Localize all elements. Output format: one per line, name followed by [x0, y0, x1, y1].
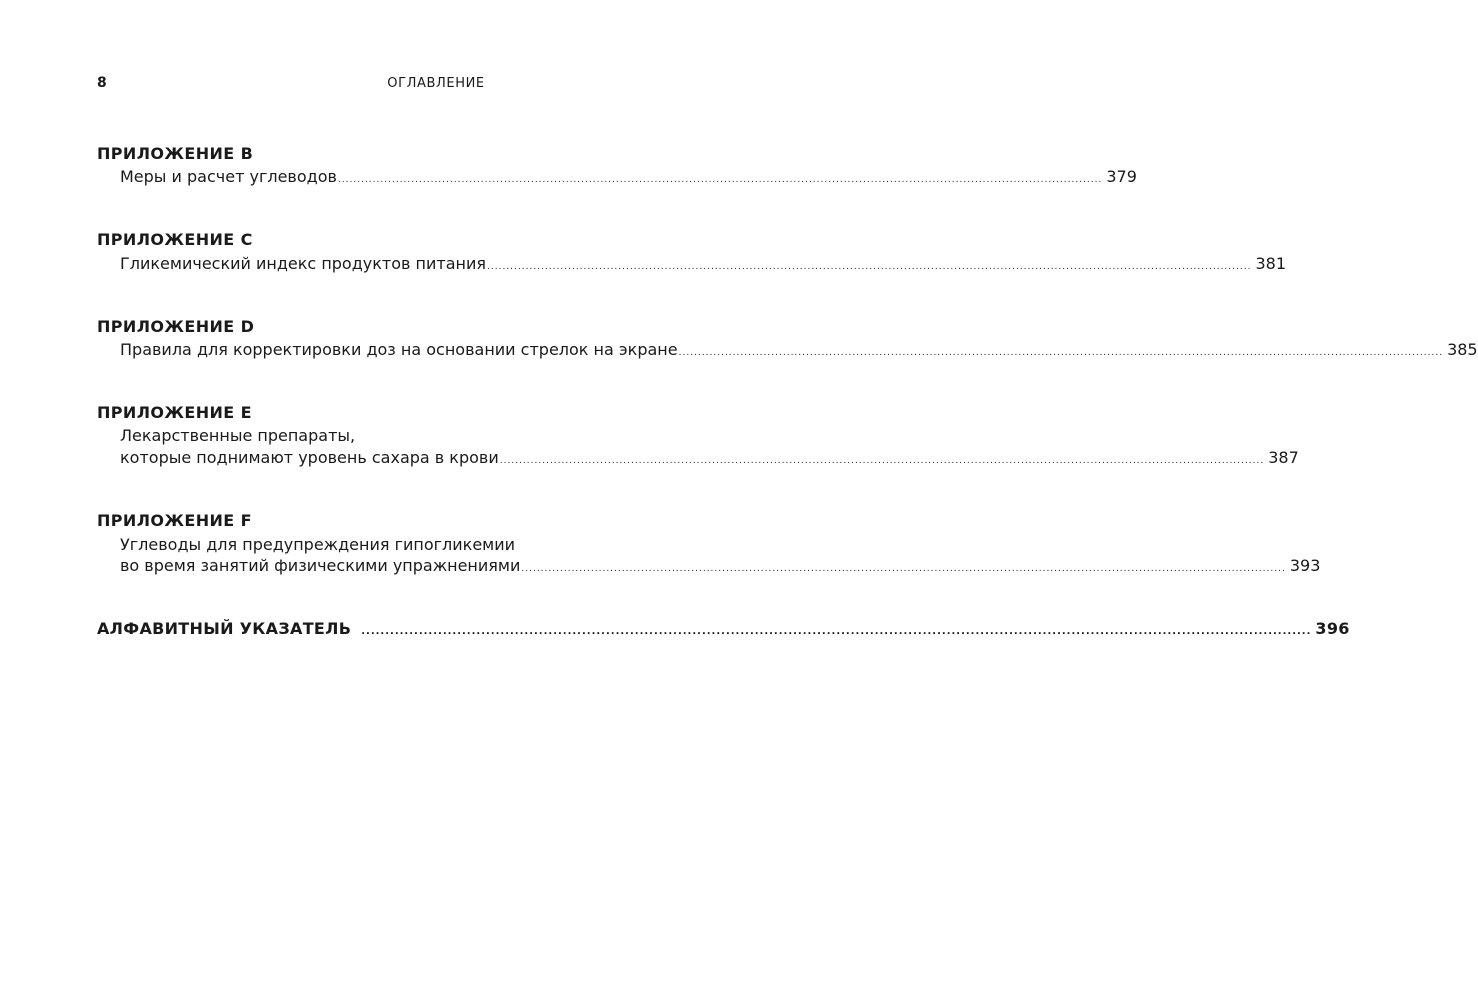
toc-entry-page: 393	[1289, 556, 1321, 575]
toc-entry-page: 387	[1268, 448, 1299, 467]
dot-leader: ......................................................................................................................................................................................................	[487, 262, 1252, 272]
toc-entry-page: 381	[1255, 254, 1287, 273]
appendix-c-heading: ПРИЛОЖЕНИЕ C	[97, 230, 253, 249]
toc-entry-appendix-f-line1[interactable]: Углеводы для предупреждения гипогликемии	[120, 535, 516, 554]
toc-entry-appendix-b[interactable]	[120, 167, 1137, 190]
index-page: 396	[1315, 619, 1350, 638]
dot-leader: ......................................................................................................................................................................................................	[337, 175, 1103, 185]
dot-leader: ......................................................................................................................................................................................................	[678, 348, 1444, 358]
appendix-f-heading: ПРИЛОЖЕНИЕ F	[97, 511, 252, 530]
toc-entry-appendix-c[interactable]	[120, 254, 1287, 277]
toc-entry-appendix-e-line1[interactable]: Лекарственные препараты,	[120, 426, 356, 445]
running-header-title: ОГЛАВЛЕНИЕ	[387, 76, 485, 91]
dot-leader: ......................................................................................................................................................................................................	[521, 564, 1286, 574]
toc-entry-page: 385	[1447, 340, 1478, 359]
page-number: 8	[97, 75, 108, 91]
dot-leader: ......................................................................................................................................................................................................	[499, 456, 1265, 466]
appendix-d-heading: ПРИЛОЖЕНИЕ D	[97, 317, 255, 336]
toc-entry-appendix-d[interactable]	[120, 340, 1478, 363]
toc-entry-page: 379	[1106, 167, 1137, 186]
appendix-e-heading: ПРИЛОЖЕНИЕ E	[97, 403, 252, 422]
toc-entry-appendix-e[interactable]	[120, 448, 1299, 471]
toc-entry-title: которые поднимают уровень сахара в крови	[120, 448, 499, 467]
toc-entry-title: во время занятий физическими упражнениями	[120, 556, 521, 575]
toc-entry-title: Правила для корректировки доз на основании стрелок на экране	[120, 340, 678, 359]
toc-entry-title: Меры и расчет углеводов	[120, 167, 337, 186]
toc-entry-alphabetical-index[interactable]	[97, 619, 1350, 638]
dot-leader: ......................................................................................................................................................................................................	[361, 626, 1312, 637]
toc-entry-appendix-f[interactable]	[120, 556, 1321, 579]
index-title: АЛФАВИТНЫЙ УКАЗАТЕЛЬ	[97, 619, 352, 638]
toc-entry-title: Гликемический индекс продуктов питания	[120, 254, 487, 273]
appendix-b-heading: ПРИЛОЖЕНИЕ B	[97, 144, 254, 163]
